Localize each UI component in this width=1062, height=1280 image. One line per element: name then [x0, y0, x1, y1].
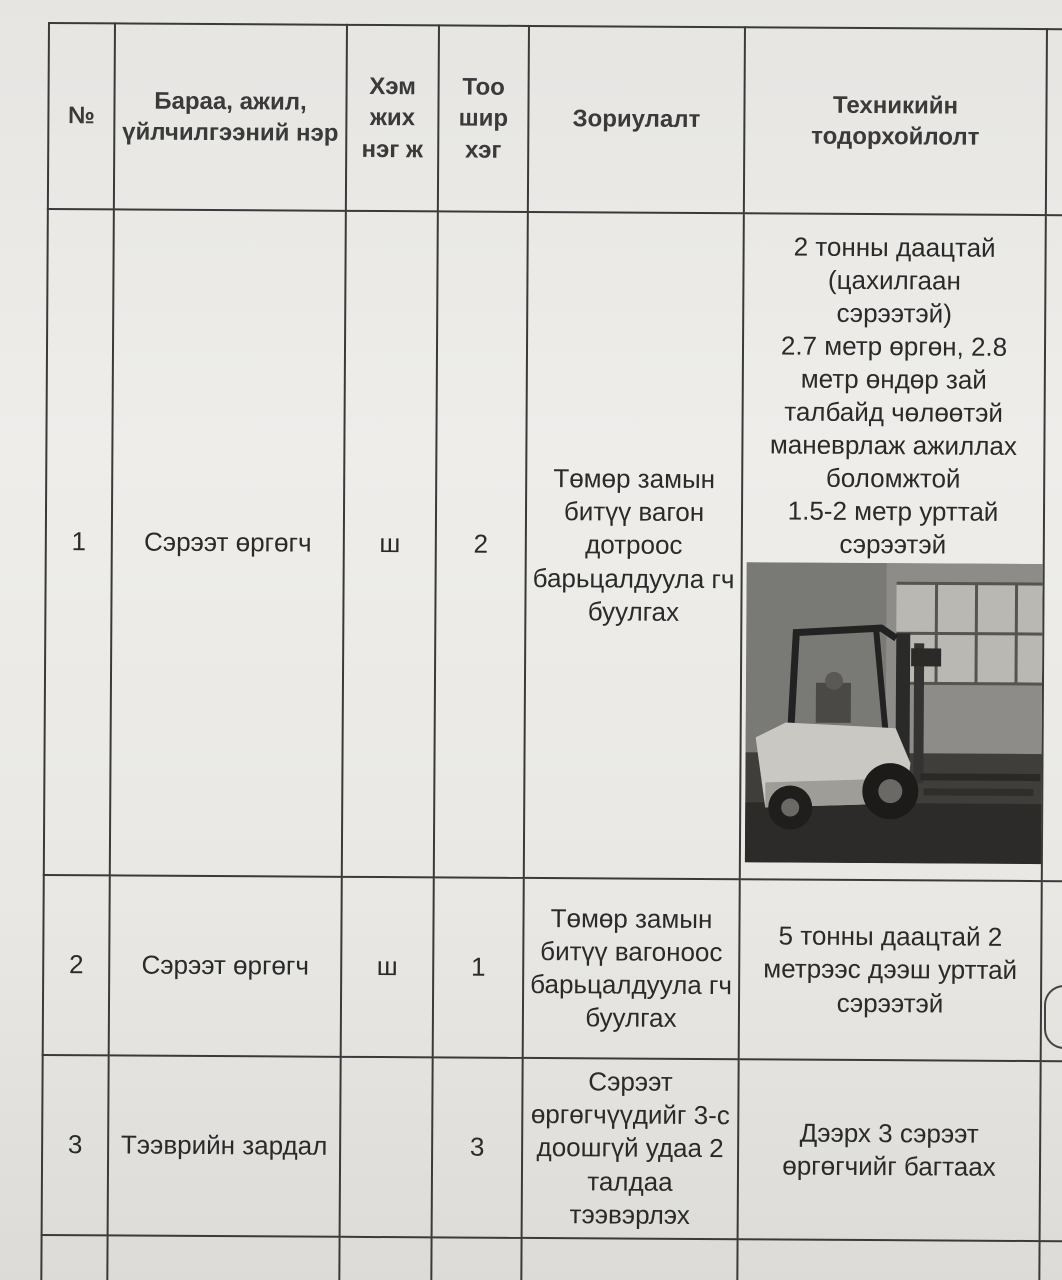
header-row: [48, 23, 1062, 215]
header-no: №: [48, 23, 115, 209]
row-purpose: Төмөр замын битүү вагон дотроос барьцалдуула гч буулгах: [524, 212, 744, 879]
spec-line: 2.7 метр өргөн, 2.8: [780, 330, 1008, 362]
pen-mark: [1044, 985, 1062, 1049]
row-spec: 5 тонны даацтай 2 метрээс дээш урттай сэрээтэй: [739, 879, 1042, 1061]
row-empty-cell: [1039, 1241, 1062, 1280]
header-unit: Хэм жих нэг ж: [346, 25, 439, 212]
row-no: 1: [44, 209, 114, 875]
table-row: [43, 875, 1062, 1061]
row-qty: 1: [433, 877, 524, 1058]
spec-line: 2 тонны даацтай: [793, 231, 996, 263]
row-unit: [340, 1057, 433, 1238]
row-empty-cell: [41, 1235, 107, 1280]
spec-line: сэрээтэй): [836, 297, 952, 329]
row-qty: 3: [432, 1057, 523, 1238]
table-row: [41, 1235, 1062, 1280]
row-empty-cell: [521, 1238, 737, 1280]
row-empty-cell: [431, 1237, 521, 1280]
forklift-illustration: [745, 562, 1046, 864]
row-unit: ш: [342, 211, 438, 878]
table-row: [42, 1055, 1062, 1241]
row-empty-cell: [737, 1239, 1039, 1280]
row-spec: [740, 213, 1046, 881]
spec-line: боломжтой: [825, 462, 961, 494]
row-extra: [1040, 1061, 1062, 1241]
row-purpose: Сэрээт өргөгчүүдийг 3-с доошгүй удаа 2 талдаа тээвэрлэх: [522, 1058, 739, 1239]
header-name: Бараа, ажил, үйлчилгээний нэр: [114, 23, 347, 210]
table-row: [44, 209, 1062, 881]
spec-line: талбайд чөлөөтэй: [784, 396, 1004, 428]
spec-line: метр өндөр зай: [800, 363, 987, 395]
row-spec: Дээрх 3 сэрээт өргөгчийг багтаах: [738, 1059, 1041, 1241]
row-unit: ш: [341, 877, 434, 1058]
forklift-photo: [745, 562, 1046, 864]
spec-line: маневрлаж ажиллах: [769, 429, 1018, 461]
specification-table: [40, 22, 1062, 1280]
row-empty-cell: [107, 1235, 339, 1280]
row-no: 2: [43, 875, 110, 1055]
header-purpose: Зориулалт: [528, 26, 745, 213]
row-name: Тээврийн зардал: [108, 1055, 341, 1236]
row-no: 3: [42, 1055, 109, 1235]
spec-line: (цахилгаан: [827, 264, 961, 296]
row-name: Сэрээт өргөгч: [109, 875, 342, 1056]
spec-line: сэрээтэй: [839, 528, 947, 560]
header-qty: Тоо шир хэг: [438, 25, 529, 212]
row-name: Сэрээт өргөгч: [110, 209, 346, 876]
header-spec: Техникийн тодорхойлолт: [744, 27, 1047, 215]
row-empty-cell: [339, 1237, 431, 1280]
header-extra: [1046, 29, 1062, 215]
row-purpose: Төмөр замын битүү вагоноос барьцалдуула гч буулгах: [523, 878, 740, 1059]
row-extra: [1042, 215, 1062, 881]
spec-line: 1.5-2 метр урттай: [787, 495, 999, 527]
row-qty: 2: [434, 211, 528, 878]
